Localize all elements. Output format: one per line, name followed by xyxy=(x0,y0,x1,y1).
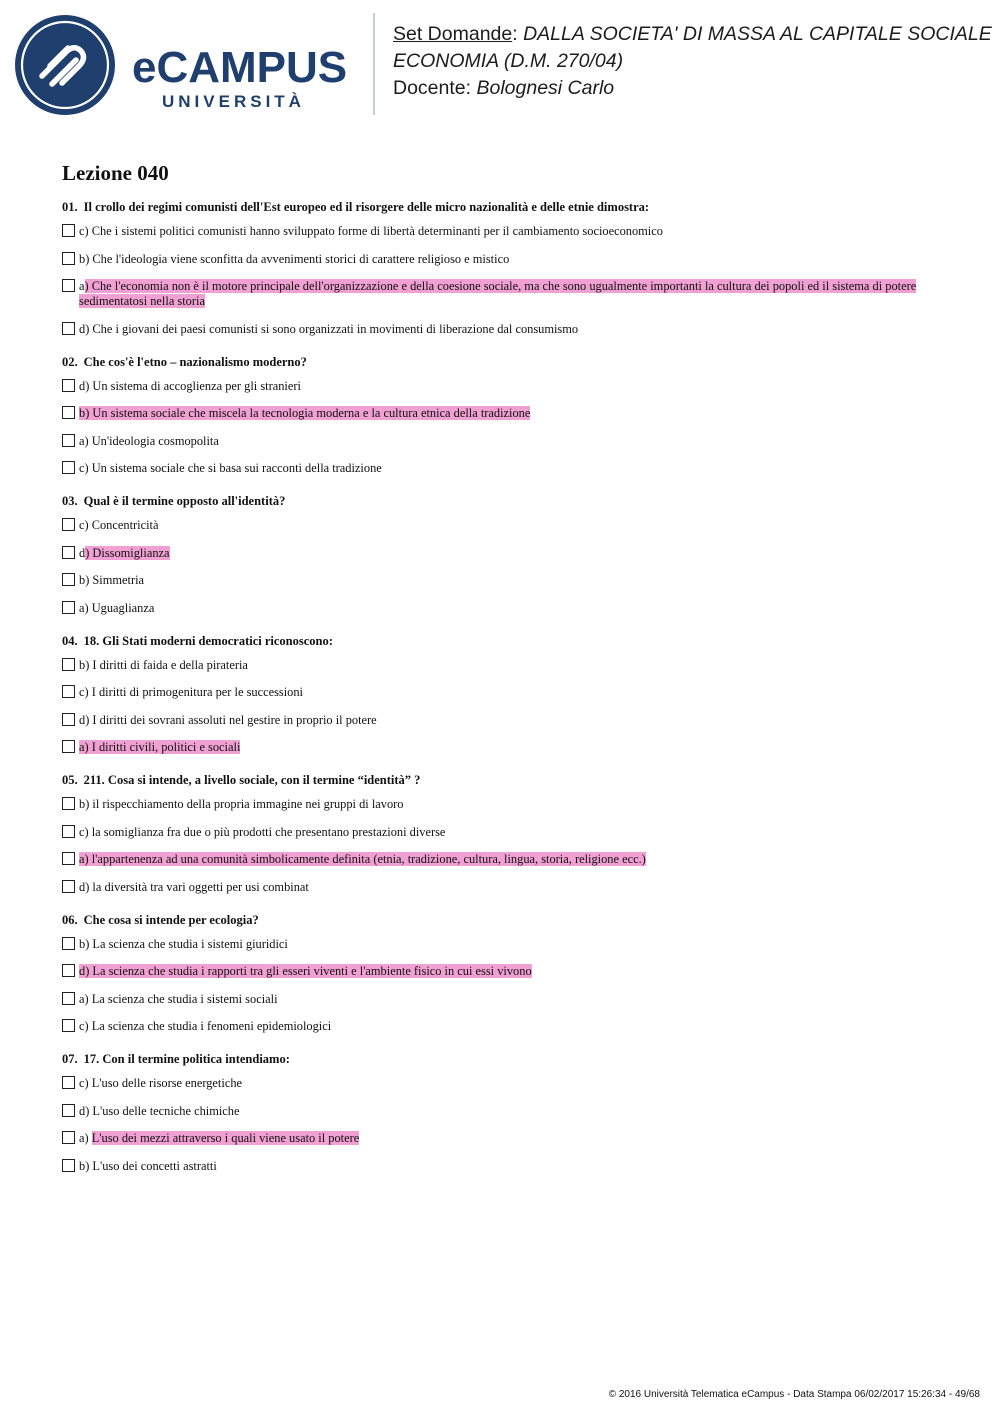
answer-checkbox[interactable] xyxy=(62,1104,75,1117)
answer-plain-text: b) La scienza che studia i sistemi giuridici xyxy=(79,936,288,951)
answer-plain-text: c) la somiglianza fra due o più prodotti che presentano prestazioni diverse xyxy=(79,824,446,839)
answer-plain-text: d) Che i giovani dei paesi comunisti si sono organizzati in movimenti di liberazione dal consumismo xyxy=(79,321,579,336)
answer-checkbox[interactable] xyxy=(62,1076,75,1089)
answer-text xyxy=(79,518,158,532)
question-text xyxy=(62,354,942,370)
answer-checkbox[interactable] xyxy=(62,852,75,865)
docente-label: Docente: xyxy=(393,77,472,99)
answer-checkbox[interactable] xyxy=(62,224,75,237)
question-number: 04. xyxy=(62,633,78,648)
answer-text xyxy=(79,434,219,448)
answer-plain-text: a) La scienza che studia i sistemi sociali xyxy=(79,991,278,1006)
answer-highlighted-text: ) Dissomiglianza xyxy=(85,545,170,560)
answer-text xyxy=(79,379,301,393)
answer-option[interactable] xyxy=(62,880,942,895)
set-title-line2: ECONOMIA (D.M. 270/04) xyxy=(393,50,624,72)
answer-plain-text: b) L'uso dei concetti astratti xyxy=(79,1158,217,1173)
answer-option[interactable] xyxy=(62,1104,942,1119)
answer-checkbox[interactable] xyxy=(62,740,75,753)
answer-option[interactable] xyxy=(62,658,942,673)
answer-checkbox[interactable] xyxy=(62,880,75,893)
answer-option[interactable] xyxy=(62,518,942,533)
question-number: 03. xyxy=(62,494,78,508)
question xyxy=(62,1051,942,1174)
answer-plain-text: a xyxy=(79,279,85,293)
answer-text xyxy=(79,546,170,560)
answer-plain-text: d) I diritti dei sovrani assoluti nel gestire in proprio il potere xyxy=(79,712,377,727)
answer-checkbox[interactable] xyxy=(62,713,75,726)
answer-option[interactable] xyxy=(62,322,942,337)
question-list xyxy=(62,199,942,1174)
answer-checkbox[interactable] xyxy=(62,1131,75,1144)
question-text xyxy=(62,199,942,215)
answer-option[interactable] xyxy=(62,964,942,979)
answer-text xyxy=(79,461,382,475)
answer-checkbox[interactable] xyxy=(62,964,75,977)
answer-plain-text: d) L'uso delle tecniche chimiche xyxy=(79,1103,240,1118)
answer-checkbox[interactable] xyxy=(62,825,75,838)
lesson-title: Lezione 040 xyxy=(62,161,169,185)
question xyxy=(62,912,942,1035)
answer-text xyxy=(79,1104,240,1118)
page-footer: © 2016 Università Telematica eCampus - Data Stampa 06/02/2017 15:26:34 - 49/68 xyxy=(608,1389,980,1400)
answer-plain-text: c) Un sistema sociale che si basa sui racconti della tradizione xyxy=(79,461,382,475)
question-label: Qual è il termine opposto all'identità? xyxy=(83,494,286,508)
answer-checkbox[interactable] xyxy=(62,1019,75,1032)
answer-option[interactable] xyxy=(62,279,942,309)
answer-plain-text: a) xyxy=(79,1131,92,1145)
answer-checkbox[interactable] xyxy=(62,937,75,950)
answer-option[interactable] xyxy=(62,1159,942,1174)
answer-option[interactable] xyxy=(62,992,942,1007)
answer-text xyxy=(79,937,288,951)
answer-option[interactable] xyxy=(62,713,942,728)
answer-highlighted-text: d) La scienza che studia i rapporti tra gli esseri viventi e l'ambiente fisico in cui essi vivono xyxy=(79,964,532,978)
question-label: Il crollo dei regimi comunisti dell'Est europeo ed il risorgere delle micro nazionalità e delle etnie dimostra: xyxy=(83,200,650,214)
answer-plain-text: b) I diritti di faida e della pirateria xyxy=(79,657,248,672)
answer-checkbox[interactable] xyxy=(62,797,75,810)
answer-option[interactable] xyxy=(62,852,942,867)
answer-checkbox[interactable] xyxy=(62,434,75,447)
main-content xyxy=(62,160,942,1191)
answer-text xyxy=(79,252,509,266)
set-title-line1: DALLA SOCIETA' DI MASSA AL CAPITALE SOCIALE xyxy=(523,23,992,45)
answer-text xyxy=(79,825,445,839)
answer-checkbox[interactable] xyxy=(62,379,75,392)
question xyxy=(62,493,942,616)
answer-option[interactable] xyxy=(62,797,942,812)
answer-checkbox[interactable] xyxy=(62,1159,75,1172)
answer-option[interactable] xyxy=(62,252,942,267)
set-label: Set Domande xyxy=(393,23,513,45)
answer-text xyxy=(79,1159,217,1173)
answer-checkbox[interactable] xyxy=(62,992,75,1005)
question-number: 07. xyxy=(62,1052,78,1066)
answer-highlighted-text: ) Che l'economia non è il motore principale dell'organizzazione e della coesione sociale, ma che sono ugualmente importanti la cultura dei popoli ed il sistema di potere sedimentatosi nella storia xyxy=(79,279,917,308)
answer-highlighted-text: a) I diritti civili, politici e sociali xyxy=(79,740,241,754)
answer-text xyxy=(79,1076,242,1090)
answer-option[interactable] xyxy=(62,1131,942,1146)
answer-option[interactable] xyxy=(62,379,942,394)
answer-highlighted-text: b) Un sistema sociale che miscela la tecnologia moderna e la cultura etnica della tradizione xyxy=(79,406,531,420)
question-text xyxy=(62,633,942,649)
answer-plain-text: c) Che i sistemi politici comunisti hanno sviluppato forme di libertà determinanti per il cambiamento socioeconomico xyxy=(79,224,663,238)
answer-option[interactable] xyxy=(62,825,942,840)
answer-plain-text: c) I diritti di primogenitura per le successioni xyxy=(79,685,303,699)
answer-checkbox[interactable] xyxy=(62,685,75,698)
answer-option[interactable] xyxy=(62,740,942,755)
question-label: Che cos'è l'etno – nazionalismo moderno? xyxy=(83,354,307,369)
answer-text xyxy=(79,852,646,866)
question xyxy=(62,199,942,337)
question xyxy=(62,633,942,756)
question-text xyxy=(62,772,942,788)
answer-checkbox[interactable] xyxy=(62,518,75,531)
question-number: 01. xyxy=(62,200,78,214)
question xyxy=(62,354,942,477)
answer-checkbox[interactable] xyxy=(62,546,75,559)
answer-plain-text: c) L'uso delle risorse energetiche xyxy=(79,1076,243,1090)
answer-checkbox[interactable] xyxy=(62,601,75,614)
question-text xyxy=(62,1051,942,1067)
question-label: 211. Cosa si intende, a livello sociale, con il termine “identità” ? xyxy=(83,773,421,787)
answer-option[interactable] xyxy=(62,937,942,952)
answer-plain-text: b) Simmetria xyxy=(79,573,145,587)
answer-plain-text: a) Uguaglianza xyxy=(79,600,155,615)
answer-text xyxy=(79,658,248,672)
answer-text xyxy=(79,1019,331,1033)
answer-option[interactable] xyxy=(62,224,942,239)
question-label: 18. Gli Stati moderni democratici riconoscono: xyxy=(83,633,333,648)
answer-option[interactable] xyxy=(62,685,942,700)
question-text xyxy=(62,493,942,509)
answer-option[interactable] xyxy=(62,1019,942,1034)
question-number: 06. xyxy=(62,912,78,927)
answer-option[interactable] xyxy=(62,573,942,588)
docente-name: Bolognesi Carlo xyxy=(476,77,615,99)
answer-checkbox[interactable] xyxy=(62,322,75,335)
answer-option[interactable] xyxy=(62,434,942,449)
answer-text xyxy=(79,601,154,615)
answer-text xyxy=(79,740,240,754)
header-divider xyxy=(373,13,375,115)
answer-text xyxy=(79,992,278,1006)
answer-text xyxy=(79,406,530,420)
answer-option[interactable] xyxy=(62,601,942,616)
answer-checkbox[interactable] xyxy=(62,279,75,292)
page-header xyxy=(0,0,1000,130)
header-info xyxy=(393,21,993,102)
answer-text xyxy=(79,964,532,978)
answer-text xyxy=(79,685,303,699)
answer-text xyxy=(79,224,663,238)
answer-plain-text: c) Concentricità xyxy=(79,518,159,532)
answer-text xyxy=(79,279,916,308)
answer-highlighted-text: a) l'appartenenza ad una comunità simbolicamente definita (etnia, tradizione, cultura, lingua, storia, religione ecc.) xyxy=(79,852,646,866)
question-label: Che cosa si intende per ecologia? xyxy=(83,912,259,927)
answer-plain-text: b) il rispecchiamento della propria immagine nei gruppi di lavoro xyxy=(79,797,404,811)
logo-subtext: UNIVERSITÀ xyxy=(162,92,305,111)
answer-text xyxy=(79,797,403,811)
answer-option[interactable] xyxy=(62,1076,942,1091)
question-number: 05. xyxy=(62,773,78,787)
answer-checkbox[interactable] xyxy=(62,461,75,474)
docente-line xyxy=(393,75,993,102)
answer-text xyxy=(79,1131,359,1145)
answer-plain-text: c) La scienza che studia i fenomeni epidemiologici xyxy=(79,1019,332,1033)
question-number: 02. xyxy=(62,354,78,369)
answer-checkbox[interactable] xyxy=(62,252,75,265)
answer-plain-text: a) Un'ideologia cosmopolita xyxy=(79,433,219,448)
answer-option[interactable] xyxy=(62,406,942,421)
answer-text xyxy=(79,573,144,587)
answer-plain-text: d) la diversità tra vari oggetti per usi combinat xyxy=(79,879,309,894)
question-text xyxy=(62,912,942,928)
ecampus-logo xyxy=(14,14,359,119)
question-label: 17. Con il termine politica intendiamo: xyxy=(83,1052,290,1066)
answer-text xyxy=(79,713,377,727)
answer-text xyxy=(79,880,309,894)
answer-checkbox[interactable] xyxy=(62,658,75,671)
answer-plain-text: d xyxy=(79,545,86,560)
answer-plain-text: b) Che l'ideologia viene sconfitta da avvenimenti storici di carattere religioso e mistico xyxy=(79,251,510,266)
question xyxy=(62,772,942,895)
set-line: Set Domande: DALLA SOCIETA' DI MASSA AL CAPITALE SOCIALE xyxy=(393,23,992,45)
answer-option[interactable] xyxy=(62,546,942,561)
answer-option[interactable] xyxy=(62,461,942,476)
answer-text xyxy=(79,322,578,336)
answer-checkbox[interactable] xyxy=(62,573,75,586)
answer-plain-text: d) Un sistema di accoglienza per gli stranieri xyxy=(79,378,301,393)
answer-highlighted-text: L'uso dei mezzi attraverso i quali viene usato il potere xyxy=(91,1131,360,1145)
answer-checkbox[interactable] xyxy=(62,406,75,419)
logo-wordmark: eCAMPUS xyxy=(132,43,348,92)
